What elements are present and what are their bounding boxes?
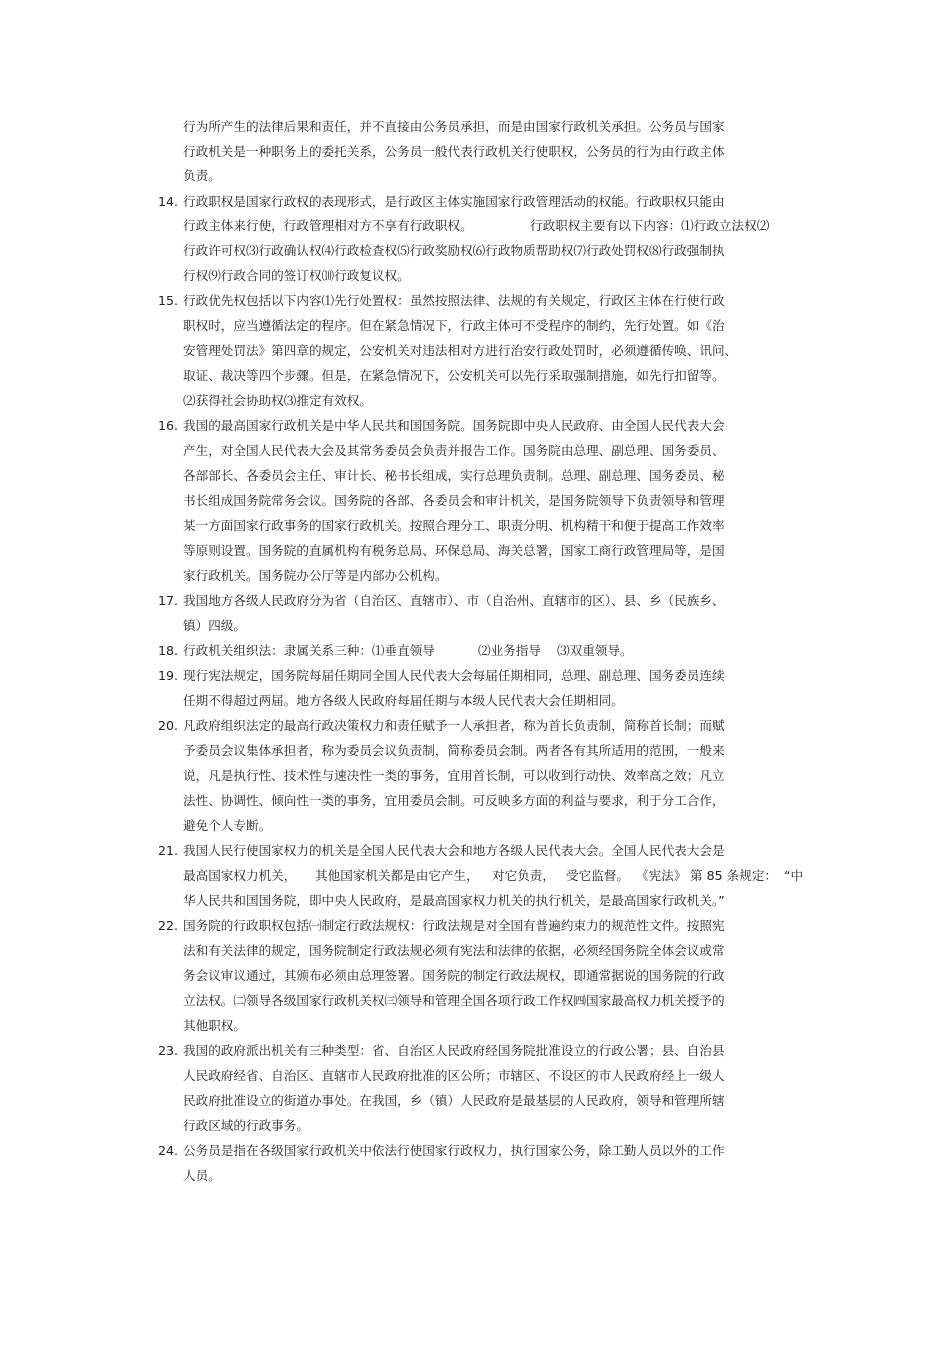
text-line: 家行政机关。国务院办公厅等是内部办公机构。	[183, 568, 448, 583]
item-number: 16.	[157, 418, 178, 433]
item-number: 20.	[157, 718, 178, 733]
item-number: 19.	[157, 668, 178, 683]
text-line: 行政机关组织法：隶属关系三种：⑴垂直领导	[183, 643, 435, 658]
item-number: 24.	[157, 1143, 178, 1158]
text-line: 镇）四级。	[183, 618, 246, 633]
text-line: 某一方面国家行政事务的国家行政机关。按照合理分工、职责分明、机构精干和便于提高工作效率	[183, 518, 725, 533]
item-number: 21.	[157, 843, 178, 858]
text-line: 行政主体来行使，行政管理相对方不享有行政职权。	[183, 218, 473, 233]
text-line: 各部部长、各委员会主任、审计长、秘书长组成，实行总理负责制。总理、副总理、国务委员、秘	[183, 468, 725, 483]
text-line: 行政区域的行政事务。	[183, 1118, 309, 1133]
text-line: ⑵业务指导	[478, 643, 541, 658]
item-number: 23.	[157, 1043, 178, 1058]
text-line: 行政职权是国家行政权的表现形式，是行政区主体实施国家行政管理活动的权能。行政职权只能由	[183, 194, 725, 209]
text-line: 人员。	[183, 1168, 221, 1183]
text-line: 负责。	[183, 168, 221, 183]
text-line: 行政机关是一种职务上的委托关系，公务员一般代表行政机关行使职权，公务员的行为由行政主体	[183, 144, 725, 159]
item-number: 15.	[157, 293, 178, 308]
text-line: 凡政府组织法定的最高行政决策权力和责任赋予一人承担者，称为首长负责制，简称首长制；而赋	[183, 718, 725, 733]
text-line: 其他职权。	[183, 1018, 246, 1033]
text-line: 华人民共和国国务院，即中央人民政府，是最高国家权力机关的执行机关，是最高国家行政机关。”	[183, 893, 725, 908]
text-line: 第 85 条规定：	[690, 868, 778, 883]
item-number: 18.	[157, 643, 178, 658]
item-number: 22.	[157, 918, 178, 933]
text-line: 行政许可权⑶行政确认权⑷行政检查权⑸行政奖励权⑹行政物质帮助权⑺行政处罚权⑻行政强制执	[183, 243, 725, 258]
text-line: 法性、协调性、倾向性一类的事务，宜用委员会制。可反映多方面的利益与要求，利于分工合作，	[183, 793, 725, 808]
text-line: ⑶双重领导。	[557, 643, 633, 658]
text-line: 立法权。㈡领导各级国家行政机关权㈢领导和管理全国各项行政工作权㈣国家最高权力机关授予的	[183, 993, 725, 1008]
text-line: 等原则设置。国务院的直属机构有税务总局、环保总局、海关总署，国家工商行政管理局等，是国	[183, 543, 725, 558]
text-line: 行为所产生的法律后果和责任，并不直接由公务员承担，而是由国家行政机关承担。公务员与国家	[183, 119, 725, 134]
text-line: 务会议审议通过，其颁布必须由总理签署。国务院的制定行政法规权，即通常据说的国务院的行政	[183, 968, 725, 983]
text-line: 公务员是指在各级国家行政机关中依法行使国家行政权力，执行国家公务，除工勤人员以外的工作	[183, 1143, 725, 1158]
text-line: 任期不得超过两届。地方各级人民政府每届任期与本级人民代表大会任期相同。	[183, 693, 624, 708]
text-line: 我国的最高国家行政机关是中华人民共和国国务院。国务院即中央人民政府、由全国人民代表大会	[183, 418, 725, 433]
text-line: 我国人民行使国家权力的机关是全国人民代表大会和地方各级人民代表大会。全国人民代表大会是	[183, 843, 725, 858]
text-line: 取证、裁决等四个步骤。但是，在紧急情况下，公安机关可以先行采取强制措施，如先行扣留等。	[183, 368, 725, 383]
text-line: ⑵获得社会协助权⑶推定有效权。	[183, 393, 372, 408]
text-line: 行政优先权包括以下内容⑴先行处置权：虽然按照法律、法规的有关规定，行政区主体在行使行政	[183, 293, 725, 308]
text-line: 民政府批准设立的街道办事处。在我国，乡（镇）人民政府是最基层的人民政府，领导和管理所辖	[183, 1093, 725, 1108]
text-line: 安管理处罚法》第四章的规定，公安机关对违法相对方进行治安行政处罚时，必须遵循传唤、讯问、	[183, 343, 738, 358]
text-line: 受它监督。	[566, 868, 629, 883]
text-line: 行权⑼行政合同的签订权⑽行政复议权。	[183, 268, 410, 283]
text-line: 人民政府经省、自治区、直辖市人民政府批准的区公所；市辖区、不设区的市人民政府经上一级人	[183, 1068, 725, 1083]
text-line: 《宪法》	[636, 868, 687, 883]
text-line: 说，凡是执行性、技术性与速决性一类的事务，宜用首长制，可以收到行动快、效率高之效；凡立	[183, 768, 725, 783]
item-number: 17.	[157, 593, 178, 608]
text-line: 法和有关法律的规定，国务院制定行政法规必须有宪法和法律的依据，必须经国务院全体会议或常	[183, 943, 725, 958]
text-line: “中	[784, 868, 804, 883]
text-line: 我国的政府派出机关有三种类型：省、自治区人民政府经国务院批准设立的行政公署；县、自治县	[183, 1043, 725, 1058]
text-line: 予委员会议集体承担者，称为委员会议负责制，简称委员会制。两者各有其所适用的范围，一般来	[183, 743, 725, 758]
text-line: 避免个人专断。	[183, 818, 272, 833]
text-line: 其他国家机关都是由它产生，	[315, 868, 479, 883]
text-line: 书长组成国务院常务会议。国务院的各部、各委员会和审计机关，是国务院领导下负责领导和管理	[183, 493, 725, 508]
text-line: 我国地方各级人民政府分为省（自治区、直辖市）、市（自治州、直辖市的区）、县、乡（民族乡、	[183, 593, 725, 608]
text-line: 职权时，应当遵循法定的程序。但在紧急情况下，行政主体可不受程序的制约，先行处置。如《治	[183, 318, 725, 333]
text-line: 最高国家权力机关，	[183, 868, 297, 883]
text-line: 对它负责，	[492, 868, 555, 883]
text-line: 产生，对全国人民代表大会及其常务委员会负责并报告工作。国务院由总理、副总理、国务委员、	[183, 443, 725, 458]
text-line: 现行宪法规定，国务院每届任期同全国人民代表大会每届任期相同，总理、副总理、国务委员连续	[183, 668, 725, 683]
item-number: 14.	[157, 194, 178, 209]
text-line: 行政职权主要有以下内容：⑴行政立法权⑵	[530, 218, 770, 233]
text-line: 国务院的行政职权包括㈠制定行政法规权：行政法规是对全国有普遍约束力的规范性文件。按照宪	[183, 918, 725, 933]
